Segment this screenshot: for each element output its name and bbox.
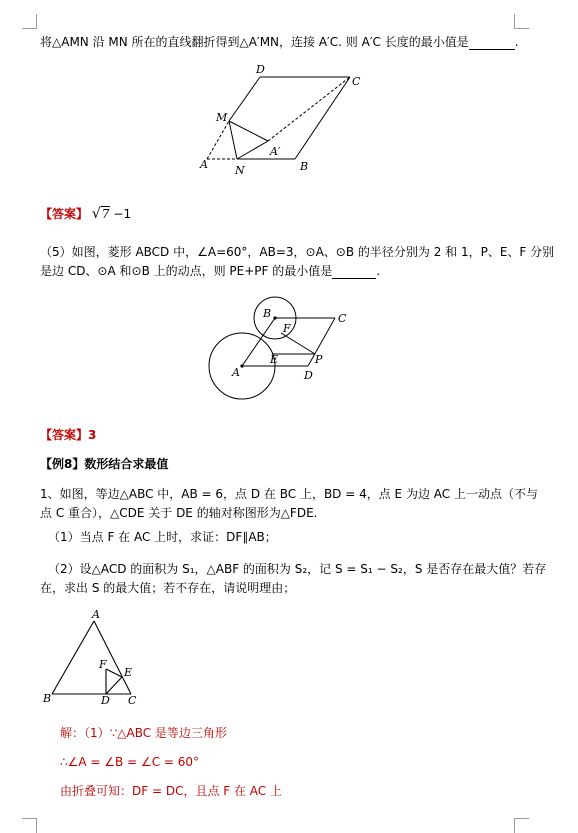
solution-line-1: 解：（1）∵△ABC 是等边三角形	[60, 726, 227, 740]
label-c: C	[338, 312, 347, 325]
segment-fe	[106, 669, 122, 677]
question-1-line-1: 1、如图，等边△ABC 中，AB = 6，点 D 在 BC 上，BD = 4，点 E 为边 AC 上一动点（不与	[40, 487, 538, 501]
answer-rest: −1	[113, 207, 132, 221]
answer-tag: 【答案】	[40, 428, 89, 442]
label-f: F	[283, 322, 291, 335]
corner-mark-top-right	[514, 14, 529, 29]
label-a: A	[92, 608, 100, 621]
edge-cb	[295, 77, 350, 159]
point-b	[273, 316, 276, 319]
label-e: E	[124, 666, 133, 679]
question-1-part-1: （1）当点 F 在 AC 上时，求证：DF∥AB；	[48, 530, 277, 544]
label-a: A	[232, 366, 240, 379]
problem-5-line-2	[40, 263, 380, 279]
problem-text-fold	[40, 34, 519, 50]
answer-tag: 【答案】	[40, 207, 89, 221]
question-1-part-2-line-2: 在，求出 S 的最大值；若不存在，请说明理由；	[40, 581, 296, 595]
label-d: D	[101, 694, 110, 706]
segment-ma-prime	[229, 121, 268, 141]
answer-value: 3	[88, 428, 97, 442]
label-e: E	[270, 353, 279, 366]
label-b: B	[300, 160, 309, 173]
sqrt-sign: √	[91, 206, 101, 222]
solution-line-3: 由折叠可知：DF = DC，且点 F 在 AC 上	[60, 784, 282, 798]
sqrt-argument: 7	[101, 207, 110, 221]
question-1-line-2: 点 C 重合），△CDE 关于 DE 的轴对称图形为△FDE.	[40, 506, 318, 520]
label-a: A	[200, 158, 208, 171]
edge-dm	[229, 77, 260, 121]
label-c: C	[128, 694, 137, 706]
label-n: N	[235, 164, 245, 177]
figure-equilateral-triangle	[40, 606, 140, 706]
answer-blank	[469, 37, 515, 50]
problem-end: .	[514, 35, 519, 49]
problem-5-line-1: （5）如图，菱形 ABCD 中，∠A=60°，AB=3，⊙A、⊙B 的半径分别为 2 和 1，P、E、F 分别	[40, 245, 555, 259]
corner-mark-bottom-right	[514, 818, 529, 833]
label-b: B	[43, 692, 52, 705]
dashed-a-prime-c	[268, 77, 350, 141]
label-d: D	[256, 63, 265, 76]
side-ab	[52, 621, 94, 694]
label-c: C	[352, 75, 361, 88]
answer-2	[40, 427, 96, 443]
solution-line-2: ∴∠A = ∠B = ∠C = 60°	[60, 755, 200, 769]
question-1-part-2-line-1: （2）设△ACD 的面积为 S₁，△ABF 的面积为 S₂，记 S = S₁ − S₂，S 是否存在最大值？若存	[48, 562, 547, 576]
crease-mn	[229, 121, 237, 159]
problem-text: 将△AMN 沿 MN 所在的直线翻折得到△A′MN，连接 A′C. 则 A′C 长度的最小值是	[40, 35, 469, 49]
label-d: D	[304, 369, 313, 382]
figure-rhombus-circles	[205, 292, 365, 412]
label-m: M	[216, 111, 228, 124]
answer-blank	[332, 266, 376, 279]
corner-mark-bottom-left	[22, 818, 37, 833]
example-8-title: 【例8】数形结合求最值	[40, 457, 169, 471]
problem-5-end: .	[376, 264, 381, 278]
point-a	[240, 364, 243, 367]
problem-5-text: 是边 CD、⊙A 和⊙B 上的动点，则 PE+PF 的最小值是	[40, 264, 333, 278]
answer-1	[40, 206, 131, 222]
label-b: B	[263, 307, 272, 320]
label-p: P	[315, 353, 323, 366]
figure-parallelogram-fold	[190, 62, 370, 177]
label-a-prime: A′	[270, 145, 281, 158]
label-f: F	[99, 658, 107, 671]
corner-mark-top-left	[22, 14, 37, 29]
segment-de	[106, 677, 122, 694]
segment-fp	[281, 333, 315, 354]
segment-na-prime	[237, 141, 268, 159]
dashed-am	[207, 121, 229, 159]
